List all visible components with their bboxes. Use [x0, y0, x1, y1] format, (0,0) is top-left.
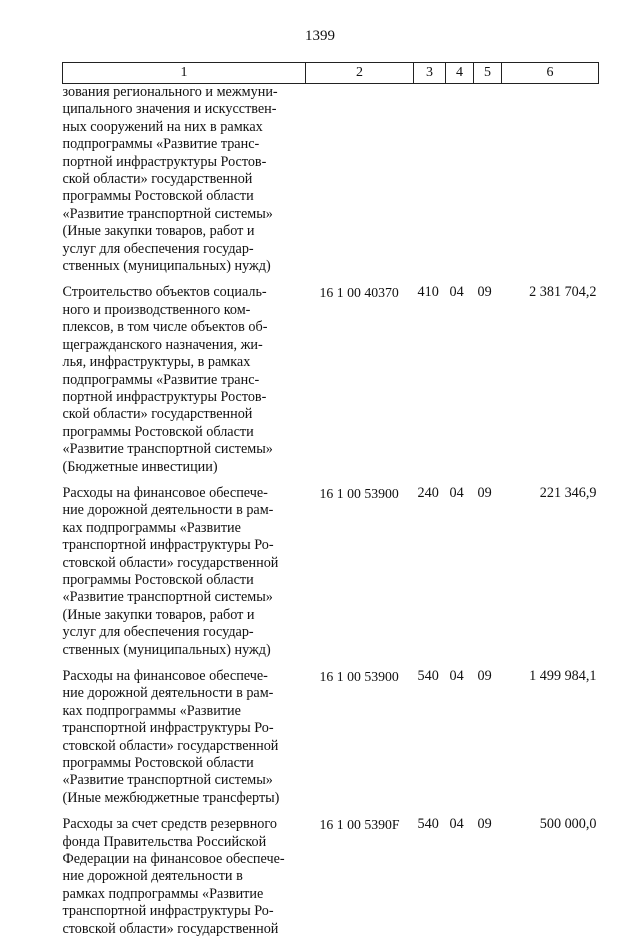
- table-body: [63, 84, 599, 947]
- amount: 221 346,9: [502, 485, 599, 668]
- target-article-code: [306, 84, 414, 285]
- target-article-code: 16 1 00 53900: [306, 485, 414, 668]
- expense-name-line: услуг для обеспечения государ-: [63, 241, 302, 258]
- expense-name-line: транспортной инфраструктуры Ро-: [63, 537, 302, 554]
- expense-name-line: «Развитие транспортной системы»: [63, 772, 302, 789]
- subsection-code: 09: [474, 668, 502, 816]
- target-article-code: 16 1 00 53900: [306, 668, 414, 816]
- expense-name-line: стовской области» государственной: [63, 921, 302, 938]
- section-code: 04: [446, 485, 474, 668]
- table-header-row: [63, 63, 599, 84]
- expense-name-line: лья, инфраструктуры, в рамках: [63, 354, 302, 371]
- expense-name-line: ках подпрограммы «Развитие: [63, 703, 302, 720]
- column-number-3: 3: [414, 63, 446, 84]
- table-row: [63, 284, 599, 484]
- expense-name-line: Расходы на финансовое обеспече-: [63, 668, 302, 685]
- page-number: 1399: [0, 28, 640, 45]
- column-number-1: 1: [63, 63, 306, 84]
- column-number-6: 6: [502, 63, 599, 84]
- expense-name-line: (Иные закупки товаров, работ и: [63, 223, 302, 240]
- column-number-5: 5: [474, 63, 502, 84]
- column-number-4: 4: [446, 63, 474, 84]
- amount: 1 499 984,1: [502, 668, 599, 816]
- expense-name-line: щегражданского назначения, жи-: [63, 337, 302, 354]
- expense-name-line: Расходы на финансовое обеспече-: [63, 485, 302, 502]
- expense-name-line: транспортной инфраструктуры Ро-: [63, 903, 302, 920]
- expense-name-line: услуг для обеспечения государ-: [63, 624, 302, 641]
- expense-name-line: подпрограммы «Развитие транс-: [63, 372, 302, 389]
- expense-name-line: ской области» государственной: [63, 406, 302, 423]
- expense-name-line: ципального значения и искусствен-: [63, 101, 302, 118]
- table-row: [63, 816, 599, 947]
- expense-type-code: 410: [414, 284, 446, 484]
- budget-table: [62, 62, 599, 947]
- expense-name-line: Расходы за счет средств резервного: [63, 816, 302, 833]
- expense-name-line: ской области» государственной: [63, 171, 302, 188]
- expense-type-code: 540: [414, 668, 446, 816]
- expense-name-line: Федерации на финансовое обеспече-: [63, 851, 302, 868]
- expense-name: [63, 284, 306, 484]
- table-row: [63, 668, 599, 816]
- expense-name-line: фонда Правительства Российской: [63, 834, 302, 851]
- expense-name: [63, 668, 306, 816]
- expense-name-line: зования регионального и межмуни-: [63, 84, 302, 101]
- subsection-code: [474, 84, 502, 285]
- expense-name-line: рамках подпрограммы «Развитие: [63, 886, 302, 903]
- amount: 2 381 704,2: [502, 284, 599, 484]
- section-code: [446, 84, 474, 285]
- expense-name-line: портной инфраструктуры Ростов-: [63, 389, 302, 406]
- target-article-code: 16 1 00 5390F: [306, 816, 414, 947]
- expense-name-line: ного и производственного ком-: [63, 302, 302, 319]
- expense-name-line: портной инфраструктуры Ростов-: [63, 154, 302, 171]
- expense-name: [63, 485, 306, 668]
- expense-name: [63, 84, 306, 285]
- target-article-code: 16 1 00 40370: [306, 284, 414, 484]
- expense-name-line: «Развитие транспортной системы»: [63, 441, 302, 458]
- expense-name-line: ках подпрограммы «Развитие: [63, 520, 302, 537]
- table-row: [63, 84, 599, 285]
- expense-type-code: [414, 84, 446, 285]
- expense-type-code: 540: [414, 816, 446, 947]
- expense-name-line: (Иные закупки товаров, работ и: [63, 607, 302, 624]
- expense-name-line: транспортной инфраструктуры Ро-: [63, 720, 302, 737]
- amount: 500 000,0: [502, 816, 599, 947]
- expense-type-code: 240: [414, 485, 446, 668]
- expense-name-line: ственных (муниципальных) нужд): [63, 258, 302, 275]
- expense-name-line: стовской области» государственной: [63, 555, 302, 572]
- section-code: 04: [446, 668, 474, 816]
- table-row: [63, 485, 599, 668]
- expense-name-line: ных сооружений на них в рамках: [63, 119, 302, 136]
- column-number-2: 2: [306, 63, 414, 84]
- expense-name: [63, 816, 306, 947]
- expense-name-line: ние дорожной деятельности в рам-: [63, 685, 302, 702]
- amount: [502, 84, 599, 285]
- expense-name-line: (Бюджетные инвестиции): [63, 459, 302, 476]
- expense-name-line: программы Ростовской области: [63, 424, 302, 441]
- subsection-code: 09: [474, 284, 502, 484]
- expense-name-line: Строительство объектов социаль-: [63, 284, 302, 301]
- expense-name-line: «Развитие транспортной системы»: [63, 206, 302, 223]
- section-code: 04: [446, 284, 474, 484]
- expense-name-line: (Иные межбюджетные трансферты): [63, 790, 302, 807]
- expense-name-line: ние дорожной деятельности в рам-: [63, 502, 302, 519]
- expense-name-line: стовской области» государственной: [63, 738, 302, 755]
- subsection-code: 09: [474, 816, 502, 947]
- expense-name-line: программы Ростовской области: [63, 755, 302, 772]
- expense-name-line: «Развитие транспортной системы»: [63, 589, 302, 606]
- expense-name-line: программы Ростовской области: [63, 572, 302, 589]
- section-code: 04: [446, 816, 474, 947]
- expense-name-line: ственных (муниципальных) нужд): [63, 642, 302, 659]
- subsection-code: 09: [474, 485, 502, 668]
- expense-name-line: программы Ростовской области: [63, 188, 302, 205]
- expense-name-line: подпрограммы «Развитие транс-: [63, 136, 302, 153]
- expense-name-line: ние дорожной деятельности в: [63, 868, 302, 885]
- expense-name-line: плексов, в том числе объектов об-: [63, 319, 302, 336]
